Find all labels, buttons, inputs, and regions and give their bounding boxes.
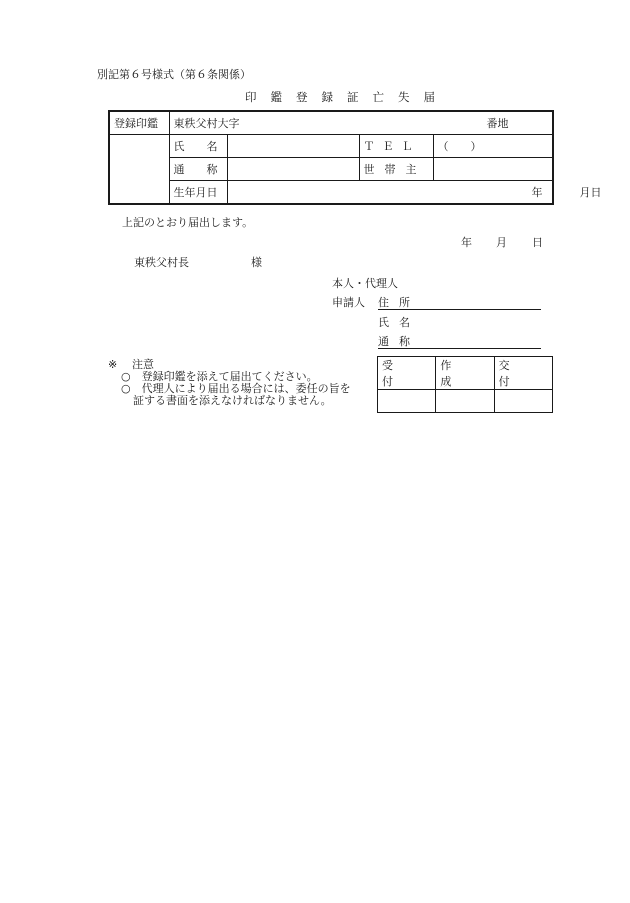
submit-day-label: 日 [532,236,543,249]
table-row [378,390,553,413]
office-use-table [377,356,553,413]
notes-heading: 注意 [132,358,154,371]
birthdate-field[interactable] [227,181,553,205]
address-suffix: 番地 [486,117,509,130]
birthdate-label: 生年月日 [169,181,227,205]
tel-label: ＴＥＬ [363,140,421,153]
birth-year-label: 年 [531,186,543,199]
table-row [109,135,553,158]
name-label: 氏名 [173,140,240,153]
submit-year-label: 年 [461,236,472,249]
created-header [436,357,494,390]
submit-month-label: 月 [496,236,507,249]
statement-text: 上記のとおり届出します。 [122,216,254,229]
registration-table [108,110,602,205]
created-stamp-field[interactable] [436,390,494,413]
received-header [378,357,436,390]
form-title: 印鑑登録証亡失届 [245,90,449,104]
householder-label-cell [359,158,433,181]
issued-header [494,357,552,390]
registered-seal-label: 登録印鑑 [109,111,169,135]
tel-label-cell [359,135,433,158]
applicant-label: 申請人 [332,296,365,309]
tel-parentheses: （ ） [437,140,482,153]
received-label: 受付 [382,359,415,388]
table-row [109,158,553,181]
applicant-alias-line[interactable] [378,348,541,349]
note-item-2: ○ 代理人により届出る場合には、委任の旨を [121,382,351,395]
tel-field[interactable] [433,135,553,158]
alias-field[interactable] [227,158,359,181]
issued-stamp-field[interactable] [494,390,552,413]
created-label: 作成 [440,359,474,388]
applicant-name-label: 氏名 [378,316,420,329]
address-prefix: 東秩父村大字 [173,117,240,130]
householder-label: 世帯主 [363,163,427,176]
note-item-1: ○ 登録印鑑を添えて届出てください。 [121,370,318,383]
table-row [109,111,553,135]
mayor-addressee: 東秩父村長 [134,256,189,269]
received-stamp-field[interactable] [378,390,436,413]
table-row [109,181,553,205]
address-cell[interactable] [169,111,553,135]
issued-label: 交付 [498,359,532,388]
applicant-type-label: 本人・代理人 [332,277,398,290]
birth-month-label: 月 [579,186,591,199]
applicant-address-line[interactable] [378,309,541,310]
applicant-alias-label: 通称 [378,335,420,348]
form-reference: 別記第６号様式（第６条関係） [97,68,251,81]
applicant-address-label: 住所 [378,296,420,309]
seal-impression-area[interactable] [109,135,169,205]
honorific: 様 [251,256,262,269]
alias-label-cell [169,158,240,181]
name-field[interactable] [227,135,359,158]
note-mark: ※ [108,358,118,371]
alias-label: 通称 [173,163,240,176]
birth-day-label: 日 [590,186,602,199]
table-row [378,357,553,390]
householder-field[interactable] [433,158,553,181]
name-label-cell [169,135,240,158]
note-item-2-continued: 証する書面を添えなければなりません。 [133,394,332,407]
